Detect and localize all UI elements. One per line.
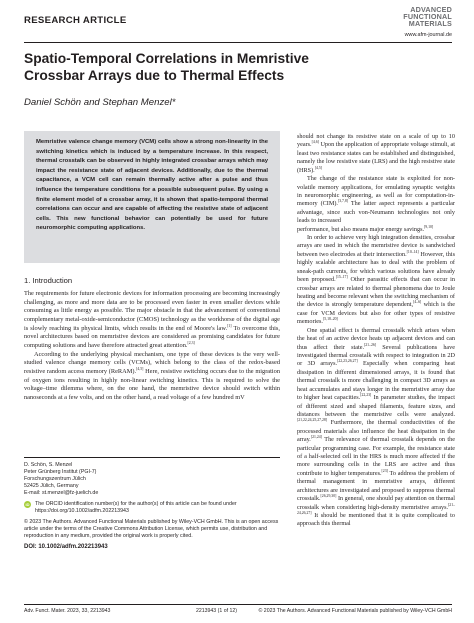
footer-journal: Adv. Funct. Mater. 2023, 33, 2213943 [24, 608, 111, 614]
body-paragraph: One spatial effect is thermal crosstalk which arises when the heat of an active device heats up adjacent devices and can thus affect their state.[21–26] Several publications have investigated thermal crosstalk with respect to integration in 2D or 3D arrays.[22,23,26,27] Especially when comparing heat dissipation in different dimensioned arrays, it is found that thermal crosstalk is more challenging in compact 3D arrays as heat accumulates and stays longer in the memristive array due to higher heat capacities.[22,23] In parameter studies, the impact of different sized and shaped filaments, feature sizes, and distances between the memristive cells were analyzed.[21,22,24,25,27,28] Furthermore, the thermal conductivities of the processed materials also influence the heat dissipation in the array.[21,24] The relevance of thermal crosstalk depends on the particular programming case. For example, the resistance state of a half-selected cell in the HRS is much more affected if the more surrounding cells in the LRS are active and thus contribute to higher temperatures.[23] To address the problem of thermal management in memristive arrays, different architectures are investigated and proposed to suppress thermal crosstalk.[26,29,30] In general, one should pay attention on thermal crosstalk when considering high-density memristive arrays.[21–24,26,27] It should be mentioned that it is quite complicated to approach this thermal [297, 326, 455, 528]
abstract-box: Memristive valence change memory (VCM) cells show a strong non-linearity in the switching kinetics which is induced by a temperature increase. In this respect, thermal crosstalk can be observed in highly integrated crossbar arrays which may impact the resistance state of adjacent devices. Additionally, due to the thermal capacitance, a VCM cell can remain thermally active after a pulse and thus influence the temperature conditions for a possible subsequent pulse. By using a finite element model of a crossbar array, it is shown that spatio-temporal thermal correlations can occur and are capable of affecting the resistive state of adjacent cells. This new functional behavior can potentially be used for future neuromorphic computing applications. [24, 131, 280, 263]
footnote-block [24, 462, 280, 551]
orcid-text[interactable]: The ORCID identification number(s) for the author(s) of this article can be found under https://doi.org/10.1002/adfm.202213943 [35, 501, 237, 514]
left-column [24, 290, 280, 403]
affiliation-line: D. Schön, S. Menzel [24, 462, 73, 468]
email-link[interactable]: E-mail: st.menzel@fz-juelich.de [24, 490, 99, 496]
logo-line-2: FUNCTIONAL [403, 12, 452, 22]
body-paragraph: performance, but also means major energy savings.[9,10] [297, 224, 434, 233]
affiliation-line: Peter Grünberg Institut (PGI-7) [24, 469, 97, 475]
journal-logo [403, 6, 452, 28]
header-rule [24, 42, 452, 43]
orcid-icon: iD [25, 502, 30, 507]
body-paragraph: In order to achieve very high integration densities, crossbar arrays are used in which the memristive device is sandwiched between two electrodes at their intersection.[10–14] However, this highly scalable architecture has to deal with the problem of sneak-path currents, for which various solutions have already been proposed.[15–17] Other parasitic effects that can occur in crossbar arrays are related to thermal phenomena due to Joule heating and become relevant when the switching mechanism of the device is strongly temperature dependent,[4–6] which is the case for VCM devices but also for other types of resistive memories.[5,18–20] [297, 234, 455, 326]
footer-page: 2213943 (1 of 12) [196, 608, 237, 614]
journal-url[interactable]: www.afm-journal.de [404, 32, 452, 38]
affiliation-line: 52425 Jülich, Germany [24, 483, 79, 489]
footnote-rule [24, 457, 280, 458]
logo-line-3: MATERIALS [408, 19, 452, 29]
doi-link[interactable]: DOI: 10.1002/adfm.202213943 [24, 544, 108, 550]
section-label: RESEARCH ARTICLE [24, 15, 127, 26]
intro-paragraph: According to the underlying physical mechanism, one type of these devices is the very well-studied valence change memory cells (VCMs), which belong to the class of the redox-based resistive random access memory (ReRAM).[4,5] Here, resistive switching occurs due to the migration of oxygen ions resulting in highly non-linear switching kinetics. This is required to solve the voltage–time dilemma where, on the one hand, the memristive device should switch within nanoseconds at a few volts, and on the other hand, a read voltage of a few hundred mV [24, 350, 280, 401]
article-title: Spatio-Temporal Correlations in Memristive Crossbar Arrays due to Thermal Effects [24, 51, 309, 83]
body-paragraph: The change of the resistance state is exploited for non-volatile memory applications, for emulating synaptic weights in neuromorphic engineering, as well as for computation-in-memory (CIM).[3,7,8] The latter aspect represents a particular advantage, since such von-Neumann technologies not only leads to increased [297, 175, 455, 225]
footer-copyright: © 2023 The Authors. Advanced Functional Materials published by Wiley-VCH GmbH [258, 608, 452, 614]
section-heading: 1. Introduction [24, 276, 73, 285]
right-column-top [297, 133, 455, 529]
orcid-note [24, 501, 280, 515]
footer-rule [24, 604, 452, 605]
body-paragraph: should not change its resistive state on a scale of up to 10 years.[4,6] Upon the application of appropriate voltage stimuli, at least two resistance states can be established and distinguished, namely the low resistive state (LRS) and the high resistive state (HRS).[4,5] [297, 133, 455, 174]
intro-paragraph: The requirements for future electronic devices for information processing are becoming increasingly challenging, as more and more data are to be processed even faster in even smaller devices while consuming as little energy as possible. The major obstacle in that the advancement of conventional complementary metal-oxide-semiconductor (CMOS) technology as the workhorse of the digital age is slowly reaching its physical limits, which results in the end of Moore's law.[1] To overcome this, novel architectures based on memristive devices are considered as promising candidates for future computing solutions and have therefore attracted great attention.[2,3] [24, 290, 280, 349]
affiliation-line: Forschungszentrum Jülich [24, 476, 86, 482]
license-text: © 2023 The Authors. Advanced Functional Materials published by Wiley-VCH GmbH. This is an open access article under the terms of the Creative Commons Attribution License, which permits use, distribution and reproduction in any medium, provided the original work is properly cited. [24, 519, 279, 539]
logo-line-1: ADVANCED [410, 5, 452, 14]
author-line: Daniel Schön and Stephan Menzel* [24, 97, 176, 108]
